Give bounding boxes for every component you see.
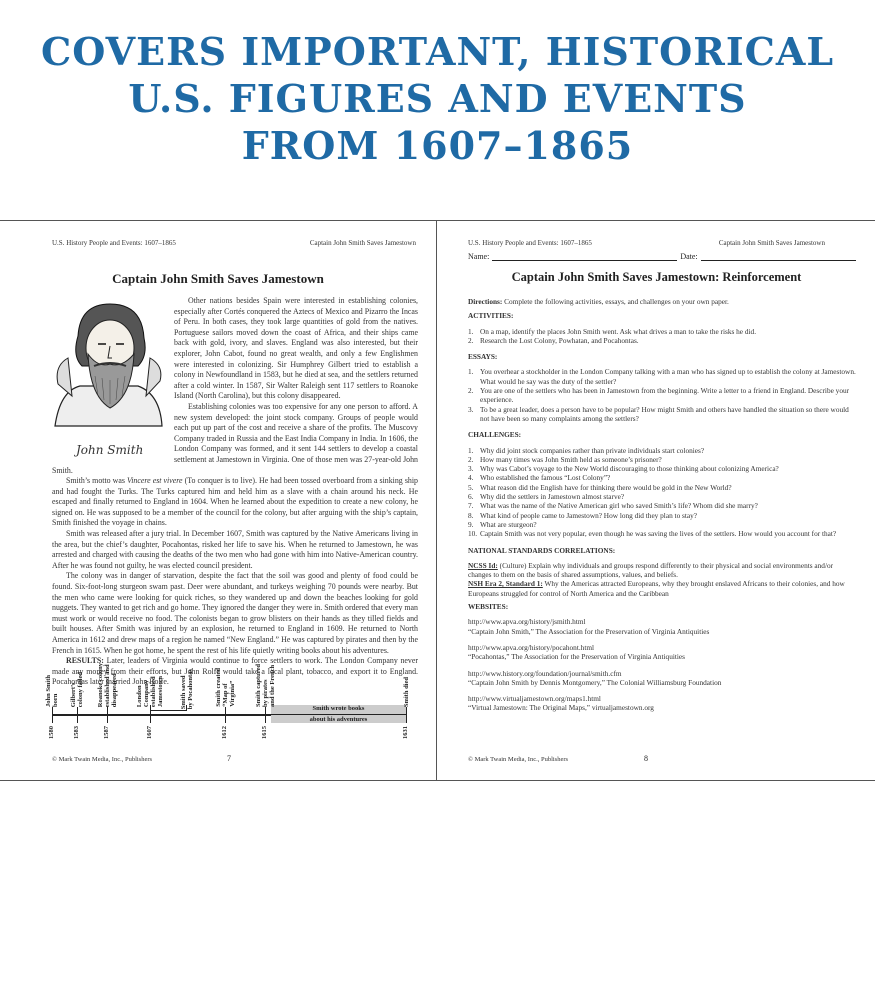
website-url[interactable]: http://www.apva.org/history/jsmith.html (468, 617, 586, 627)
standard-text: (Culture) Explain why individuals and groups respond differently to their physical and social environments and/or changes to them on the basis of shared assumptions, values, and beliefs. (468, 560, 834, 580)
timeline-tick (52, 707, 53, 723)
signature: John Smith (76, 443, 144, 458)
timeline (40, 641, 420, 751)
timeline-span (271, 705, 406, 723)
paragraph: Smith was released after a jury trial. In December 1607, Smith was captured by the Native Americans living in the area, but the chief’s daughter, Pocahontas, risked her life to save his. When he returned to Jamestown, he was arrested and charged with causing the deaths of the two men who had gone with him into Native-American country. After he was found not guilty, he was elected council president. (52, 529, 418, 570)
timeline-event-label: Smith died (402, 676, 410, 707)
challenges-heading: CHALLENGES: (468, 430, 522, 440)
timeline-event-label: Smith captured by pirates and the French (254, 663, 276, 707)
timeline-event-label: Smith created “Map of Virginia” (214, 668, 236, 707)
item-number: 3. (468, 464, 474, 474)
item-text: Why did joint stock companies rather than private individuals start colonies? (480, 445, 705, 455)
text: Smith’s motto was (66, 476, 127, 486)
item-number: 6. (468, 492, 474, 502)
challenge-item (468, 492, 856, 501)
timeline-tick (150, 707, 151, 723)
timeline-year: 1615 (261, 726, 268, 739)
item-text: Why did the settlers in Jamestown almost starve? (480, 492, 625, 502)
paragraph: Establishing colonies was too expensive for any one person to afford. A new system developed: the joint stock company. Groups of people would each put up part of the cost and receive a share of the profits. The Muscovy Company traded in Russia and the East India Company in India. In 1606, the London Company was formed, and it sent 144 settlers to develop a coastal settlement at Jamestown in Virginia. One of those men was 27-year-old John Smith. (52, 401, 418, 475)
challenge-item (468, 446, 856, 455)
website-entry (468, 669, 856, 688)
item-text: What are sturgeon? (480, 519, 537, 529)
timeline-tick (77, 707, 78, 723)
challenge-item (468, 511, 856, 520)
item-number: 9. (468, 519, 474, 529)
website-description: “Pocahontas,” The Association for the Preservation of Virginia Antiquities (468, 652, 686, 662)
timeline-event-label: Smith saved by Pocahontas (180, 668, 194, 709)
website-description: “Virtual Jamestown: The Original Maps,” virtualjamestown.org (468, 703, 654, 713)
item-text: How many times was John Smith held as someone’s prisoner? (480, 454, 662, 464)
book-spread (0, 220, 875, 781)
page-number: 8 (644, 754, 648, 763)
item-text: Captain Smith was not very popular, even though he was saving the lives of the settlers. How would you account for that? (480, 529, 837, 539)
essay-item (468, 367, 856, 386)
name-field[interactable] (492, 253, 677, 261)
timeline-year: 1607 (146, 726, 153, 739)
websites-heading: WEBSITES: (468, 602, 509, 612)
item-number: 1. (468, 445, 474, 455)
websites-list (468, 617, 856, 712)
activities-list (468, 327, 856, 346)
timeline-year: 1631 (402, 726, 409, 739)
page-7 (0, 221, 437, 780)
timeline-year: 1612 (221, 726, 228, 739)
item-text: On a map, identify the places John Smith went. Ask what drives a man to take the risks he did. (480, 326, 757, 336)
website-entry (468, 617, 856, 636)
text: (To conquer is to live). He had been tossed overboard from a sinking ship and had fought the Turks. The Turks captured him and held him as a slave with a chain around his neck. He escaped and finally returned to England in 1604. When he learned about the expedition to create a new colony, he signed on. He was supposed to be a member of the council for the colony, but after arguing with the ship’s captain, Smith finished the voyage in chains. (52, 476, 418, 528)
results-label: RESULTS: (66, 656, 104, 666)
activities-heading: ACTIVITIES: (468, 311, 514, 321)
standard-label: NCSS Id: (468, 560, 498, 570)
timeline-event-label: Gilbert’s colony failed (70, 671, 84, 707)
item-number: 3. (468, 404, 474, 414)
span-label: Smith wrote books (312, 705, 365, 712)
text: Later, leaders of Virginia would continue to force settlers to work. The London Company never made any money from their efforts, but John Rolfe would take a local plant, tobacco, and export it to England. Pocahontas later married John Rolfe. (52, 656, 418, 687)
page-title: Captain John Smith Saves Jamestown (112, 271, 324, 286)
timeline-year: 1583 (73, 726, 80, 739)
timeline-tick (265, 707, 266, 723)
item-number: 4. (468, 473, 474, 483)
timeline-event-label: London Company established Jamestown (136, 675, 164, 707)
standards-heading: NATIONAL STANDARDS CORRELATIONS: (468, 545, 616, 555)
item-number: 8. (468, 510, 474, 520)
running-header-left: U.S. History People and Events: 1607–1865 (468, 239, 592, 247)
item-text: What was the name of the Native American girl who saved Smith’s life? Whom did she marry? (480, 501, 758, 511)
challenge-item (468, 483, 856, 492)
website-url[interactable]: http://www.history.org/foundation/journal/smith.cfm (468, 668, 622, 678)
item-text: You overhear a stockholder in the London Company talking with a man who has signed up to establish the colony at Jamestown. What would he say was the duty of the settler? (480, 367, 856, 386)
standard-label: NSH Era 2, Standard 1: (468, 579, 543, 589)
directions-label: Directions: (468, 297, 503, 306)
website-url[interactable]: http://www.virtualjamestown.org/maps1.html (468, 694, 601, 704)
banner-line: COVERS IMPORTANT, HISTORICAL (40, 29, 835, 74)
banner-line: U.S. FIGURES AND EVENTS (128, 76, 747, 121)
essay-item (468, 405, 856, 424)
essay-item (468, 386, 856, 405)
paragraph: Other nations besides Spain were interested in establishing colonies, especially after Cortés conquered the Aztecs of Mexico and Pizarro the Incas of Peru. In both cases, they took large quantities of gold from the natives. Portuguese sailors moved down the coast of Africa, and their ships came back with gold, ivory, and slaves. England was also interested, but their explorer, John Cabot, found no great wealth, and only a few Englishmen were interested in colonizing. Sir Humphrey Gilbert tried to establish a colony in Newfoundland in 1583, but he died at sea, and the settlers returned after a cold winter. In 1587, Sir Walter Raleigh sent 117 settlers to Roanoke Island (North Carolina), but this colony disappeared. (174, 296, 418, 401)
running-header-right: Captain John Smith Saves Jamestown (718, 239, 825, 247)
promo-banner (0, 28, 875, 169)
essays-list (468, 367, 856, 423)
item-number: 1. (468, 326, 474, 336)
timeline-year: 1580 (48, 726, 55, 739)
item-text: Research the Lost Colony, Powhatan, and Pocahontas. (480, 335, 639, 345)
challenge-item (468, 464, 856, 473)
page-title: Captain John Smith Saves Jamestown: Reinforcement (511, 270, 802, 284)
item-text: What kind of people came to Jamestown? How long did they plan to stay? (480, 510, 698, 520)
timeline-tick (406, 707, 407, 723)
timeline-year: 1587 (103, 726, 110, 739)
timeline-event-label: Roanoke colony established and disappeared (96, 662, 118, 707)
running-header-right: Captain John Smith Saves Jamestown (309, 239, 416, 247)
standard-ncss (468, 561, 856, 580)
running-header (468, 239, 825, 247)
page-8 (438, 221, 875, 780)
article-body (52, 296, 418, 688)
worksheet-body (468, 297, 856, 720)
item-number: 1. (468, 367, 474, 377)
website-url[interactable]: http://www.apva.org/history/pocahont.html (468, 642, 595, 652)
name-label: Name: (468, 252, 490, 261)
item-text: You are one of the settlers who has been in Jamestown from the beginning. Write a letter to a friend in England. Describe your experience. (480, 386, 850, 405)
item-number: 2. (468, 335, 474, 345)
website-entry (468, 694, 856, 713)
item-text: Who established the famous “Lost Colony”? (480, 473, 611, 483)
page-number: 7 (227, 754, 231, 763)
timeline-tick (225, 707, 226, 723)
item-number: 2. (468, 386, 474, 396)
footer: © Mark Twain Media, Inc., Publishers (52, 756, 153, 763)
date-label: Date: (680, 252, 698, 261)
item-number: 5. (468, 482, 474, 492)
john-smith-portrait (50, 296, 168, 458)
item-text: What reason did the English have for thinking there would be gold in the New World? (480, 482, 732, 492)
standard-nsh (468, 579, 856, 598)
item-number: 7. (468, 501, 474, 511)
timeline-event-label: John Smith born (45, 675, 59, 707)
name-date-row (468, 252, 856, 261)
span-label: about his adventures (309, 716, 368, 723)
portrait-illustration-icon (50, 296, 168, 441)
challenge-item (468, 455, 856, 464)
item-text: Why was Cabot’s voyage to the New World discouraging to those thinking about colonizing America? (480, 464, 779, 474)
item-number: 10. (468, 529, 478, 539)
essays-heading: ESSAYS: (468, 352, 498, 362)
running-header (52, 239, 416, 247)
challenge-item (468, 473, 856, 482)
directions-text: Complete the following activities, essays, and challenges on your own paper. (502, 297, 729, 306)
website-description: “Captain John Smith,” The Association for the Preservation of Virginia Antiquities (468, 626, 710, 636)
date-field[interactable] (701, 253, 856, 261)
timeline-tick (107, 707, 108, 723)
activity-item (468, 327, 856, 336)
directions (468, 297, 856, 306)
footer: © Mark Twain Media, Inc., Publishers (468, 756, 569, 763)
paragraph (52, 476, 418, 529)
running-header-left: U.S. History People and Events: 1607–1865 (52, 239, 176, 247)
website-description: “Captain John Smith by Dennis Montgomery,” The Colonial Williamsburg Foundation (468, 677, 722, 687)
activity-item (468, 336, 856, 345)
challenge-item (468, 520, 856, 529)
paragraph: The colony was in danger of starvation, despite the fact that the soil was good and plenty of food could be found. Six-foot-long sturgeon swam past. Deer were abundant, and turkeys weighing 70 pounds were nearby. But the men who came were looking for quick riches, so they wandered up and down the beaches looking for gold nuggets. They wanted to get rich and go home. They ignored the danger they were in. Smith ordered that every man must work or would receive no food. The colonists began to grow blisters on their hands as they tilled fields and built houses. After Smith was injured by an explosion, he returned to England in 1609. He returned to North America in 1612 and drew maps of a region he named “New England.” He was captured by pirates and then by the French in 1615. When he got home, he spent the rest of his life quietly writing books about his adventures. (52, 571, 418, 655)
item-text: To be a great leader, does a person have to be popular? How might Smith and others have handled the situation so there would not have been so many complaints among the settlers? (480, 404, 849, 423)
standard-text: Why the Americas attracted Europeans, why they brought enslaved Africans to their colonies, and how Europeans struggled for control of North America and the Caribbean (468, 579, 845, 598)
challenge-item (468, 529, 856, 538)
challenges-list (468, 446, 856, 539)
website-entry (468, 643, 856, 662)
item-number: 2. (468, 454, 474, 464)
challenge-item (468, 501, 856, 510)
motto: Vincere est vivere (127, 476, 183, 486)
banner-line: FROM 1607–1865 (241, 123, 634, 168)
